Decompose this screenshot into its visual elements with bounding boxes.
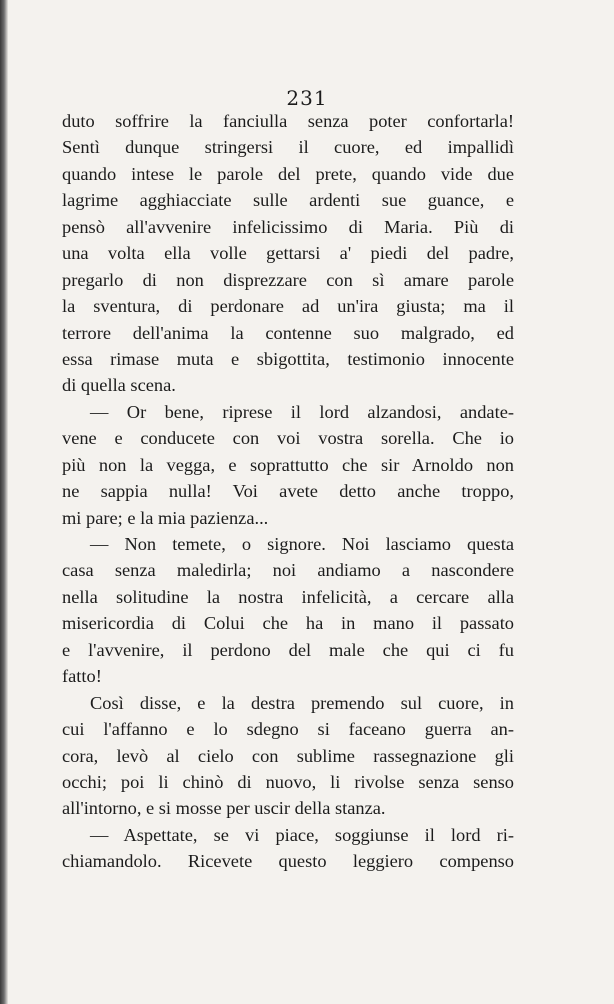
text-line: nella solitudine la nostra infelicità, a cercare alla	[62, 586, 514, 607]
text-line: quando intese le parole del prete, quando vide due	[62, 163, 514, 184]
text-line: fatto!	[62, 666, 102, 687]
text-line: cui l'affanno e lo sdegno si faceano guerra an-	[62, 719, 514, 740]
page-number: 231	[286, 86, 328, 110]
body-text	[62, 108, 514, 875]
text-line: duto soffrire la fanciulla senza poter confortarla!	[62, 111, 514, 131]
text-line: pensò all'avvenire infelicissimo di Maria. Più di	[62, 216, 514, 237]
text-line: Sentì dunque stringersi il cuore, ed impallidì	[62, 137, 514, 158]
text-line: — Aspettate, se vi piace, soggiunse il lord ri-	[90, 824, 514, 845]
book-spine-shadow	[0, 0, 8, 1004]
text-line: cora, levò al cielo con sublime rassegnazione gli	[62, 745, 514, 766]
text-line: Così disse, e la destra premendo sul cuore, in	[90, 692, 514, 713]
text-line: misericordia di Colui che ha in mano il passato	[62, 613, 514, 634]
text-line: lagrime agghiacciate sulle ardenti sue guance, e	[62, 190, 514, 211]
text-line: occhi; poi li chinò di nuovo, li rivolse senza senso	[62, 771, 514, 792]
text-line: terrore dell'anima la contenne suo malgrado, ed	[62, 322, 514, 343]
text-line: casa senza maledirla; noi andiamo a nascondere	[62, 560, 514, 581]
text-line: più non la vegga, e soprattutto che sir Arnoldo non	[62, 454, 514, 475]
text-line: di quella scena.	[62, 375, 176, 396]
text-line: la sventura, di perdonare ad un'ira giusta; ma il	[62, 296, 514, 317]
text-line: essa rimase muta e sbigottita, testimonio innocente	[62, 348, 514, 369]
text-line: ne sappia nulla! Voi avete detto anche troppo,	[62, 481, 514, 502]
text-line: pregarlo di non disprezzare con sì amare parole	[62, 269, 514, 290]
text-line: vene e conducete con voi vostra sorella. Che io	[62, 428, 514, 449]
text-line: mi pare; e la mia pazienza...	[62, 507, 269, 528]
text-line: una volta ella volle gettarsi a' piedi del padre,	[62, 243, 514, 264]
text-line: — Or bene, riprese il lord alzandosi, andate-	[90, 401, 514, 422]
text-line: — Non temete, o signore. Noi lasciamo questa	[90, 534, 514, 554]
text-line: chiamandolo. Ricevete questo leggiero compenso	[62, 851, 514, 872]
text-line: e l'avvenire, il perdono del male che qui ci fu	[62, 639, 514, 660]
text-line: all'intorno, e si mosse per uscir della stanza.	[62, 798, 386, 819]
